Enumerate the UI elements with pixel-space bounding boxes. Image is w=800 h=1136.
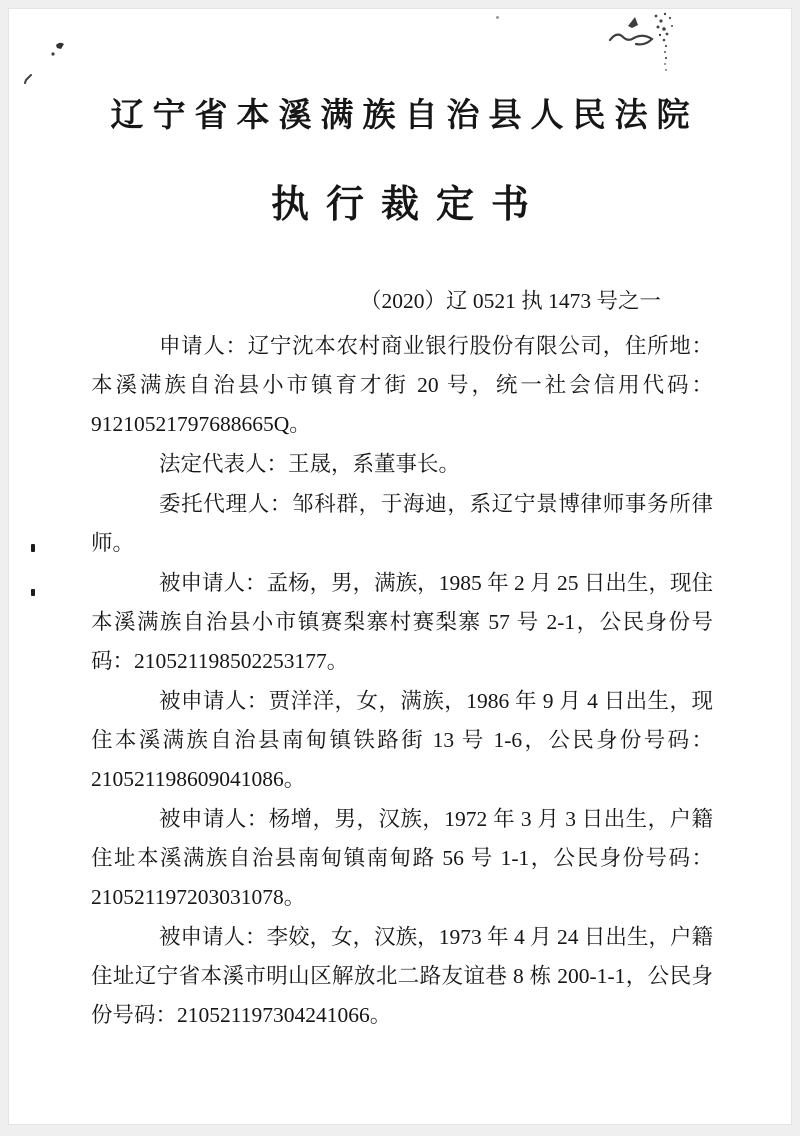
document-title: 执行裁定书 [270, 183, 546, 226]
document-page [8, 8, 792, 1125]
court-name-heading: 辽宁省本溪满族自治县人民法院 [110, 98, 699, 134]
paragraph-applicant: 申请人：辽宁沈本农村商业银行股份有限公司，住所地：本溪满族自治县小市镇育才街 20 号，统一社会信用代码：91210521797688665Q。 [91, 334, 713, 437]
paragraph-legal-representative: 法定代表人：王晟，系董事长。 [159, 452, 461, 477]
paragraph-respondent-1: 被申请人：孟杨，男，满族，1985 年 2 月 25 日出生，现住本溪满族自治县小市镇赛梨寨村赛梨寨 57 号 2-1，公民身份号码：210521198502253177。 [91, 571, 713, 674]
paragraph-respondent-4: 被申请人：李姣，女，汉族，1973 年 4 月 24 日出生，户籍住址辽宁省本溪市明山区解放北二路友谊巷 8 栋 200-1-1，公民身份号码：210521197304241066。 [91, 925, 713, 1028]
case-number: （2020）辽 0521 执 1473 号之一 [359, 288, 661, 313]
paragraph-respondent-2: 被申请人：贾洋洋，女，满族，1986 年 9 月 4 日出生，现住本溪满族自治县南甸镇铁路街 13 号 1-6，公民身份号码：210521198609041086。 [91, 689, 713, 792]
document-body [9, 327, 791, 1035]
paragraph-respondent-3: 被申请人：杨增，男，汉族，1972 年 3 月 3 日出生，户籍住址本溪满族自治县南甸镇南甸路 56 号 1-1，公民身份号码：210521197203031078。 [91, 807, 713, 910]
paragraph-entrusted-agents: 委托代理人：邹科群，于海迪，系辽宁景博律师事务所律师。 [91, 492, 713, 556]
